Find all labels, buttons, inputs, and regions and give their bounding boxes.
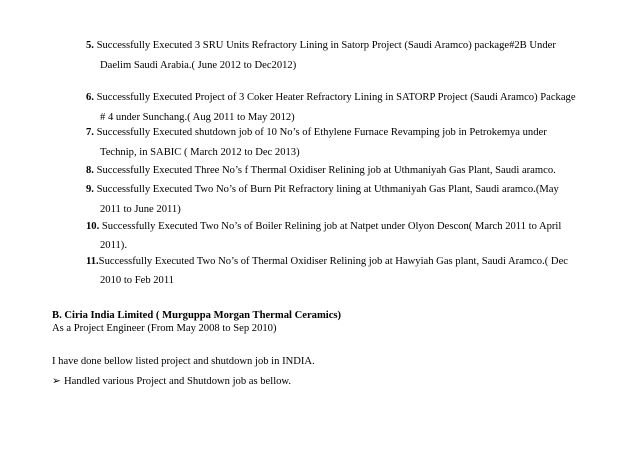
item-text-continued: Technip, in SABIC ( March 2012 to Dec 2013) — [100, 147, 300, 158]
item-text: Successfully Executed shutdown job of 10 No’s of Ethylene Furnace Revamping job in Petrokemya under — [96, 127, 547, 138]
item-text-continued: 2011 to June 2011) — [100, 204, 181, 215]
bullet-text: Handled various Project and Shutdown job as bellow. — [64, 376, 292, 387]
item-text: Successfully Executed Project of 3 Coker Heater Refractory Lining in SATORP Project (Saudi Aramco) Package — [96, 92, 576, 103]
item-number: 9. — [86, 184, 94, 195]
item-number: 8. — [86, 165, 94, 176]
item-text: Successfully Executed Two No’s of Burn Pit Refractory lining at Uthmaniyah Gas Plant, Saudi aramco.(May — [96, 184, 559, 195]
item-text: Successfully Executed 3 SRU Units Refractory Lining in Satorp Project (Saudi Aramco) package#2B Under — [96, 40, 556, 51]
item-text-continued: 2010 to Feb 2011 — [100, 275, 175, 286]
item-number: 10. — [86, 221, 100, 232]
item-number: 11. — [86, 256, 99, 267]
item-text: Successfully Executed Two No’s of Boiler Relining job at Natpet under Olyon Descon( March 2011 to April — [101, 221, 562, 232]
item-text: Successfully Executed Three No’s f Thermal Oxidiser Relining job at Uthmaniyah Gas Plant, Saudi aramco. — [96, 165, 556, 176]
bullet-item — [52, 375, 291, 388]
item-number: 6. — [86, 92, 94, 103]
intro-text: I have done bellow listed project and shutdown job in INDIA. — [52, 356, 315, 367]
section-heading: B. Ciria India Limited ( Murguppa Morgan Thermal Ceramics) — [52, 310, 342, 321]
item-text-continued: # 4 under Sunchang.( Aug 2011 to May 2012) — [100, 112, 295, 123]
section-subheading: As a Project Engineer (From May 2008 to Sep 2010) — [52, 323, 277, 334]
item-text-continued: Daelim Saudi Arabia.( June 2012 to Dec2012) — [100, 60, 297, 71]
item-text-continued: 2011). — [100, 240, 127, 251]
arrow-bullet-icon: ➢ — [52, 376, 61, 387]
item-text: Successfully Executed Two No’s of Thermal Oxidiser Relining job at Hawyiah Gas plant, Saudi Aramco.( Dec — [98, 256, 568, 267]
item-number: 7. — [86, 127, 94, 138]
item-number: 5. — [86, 40, 94, 51]
